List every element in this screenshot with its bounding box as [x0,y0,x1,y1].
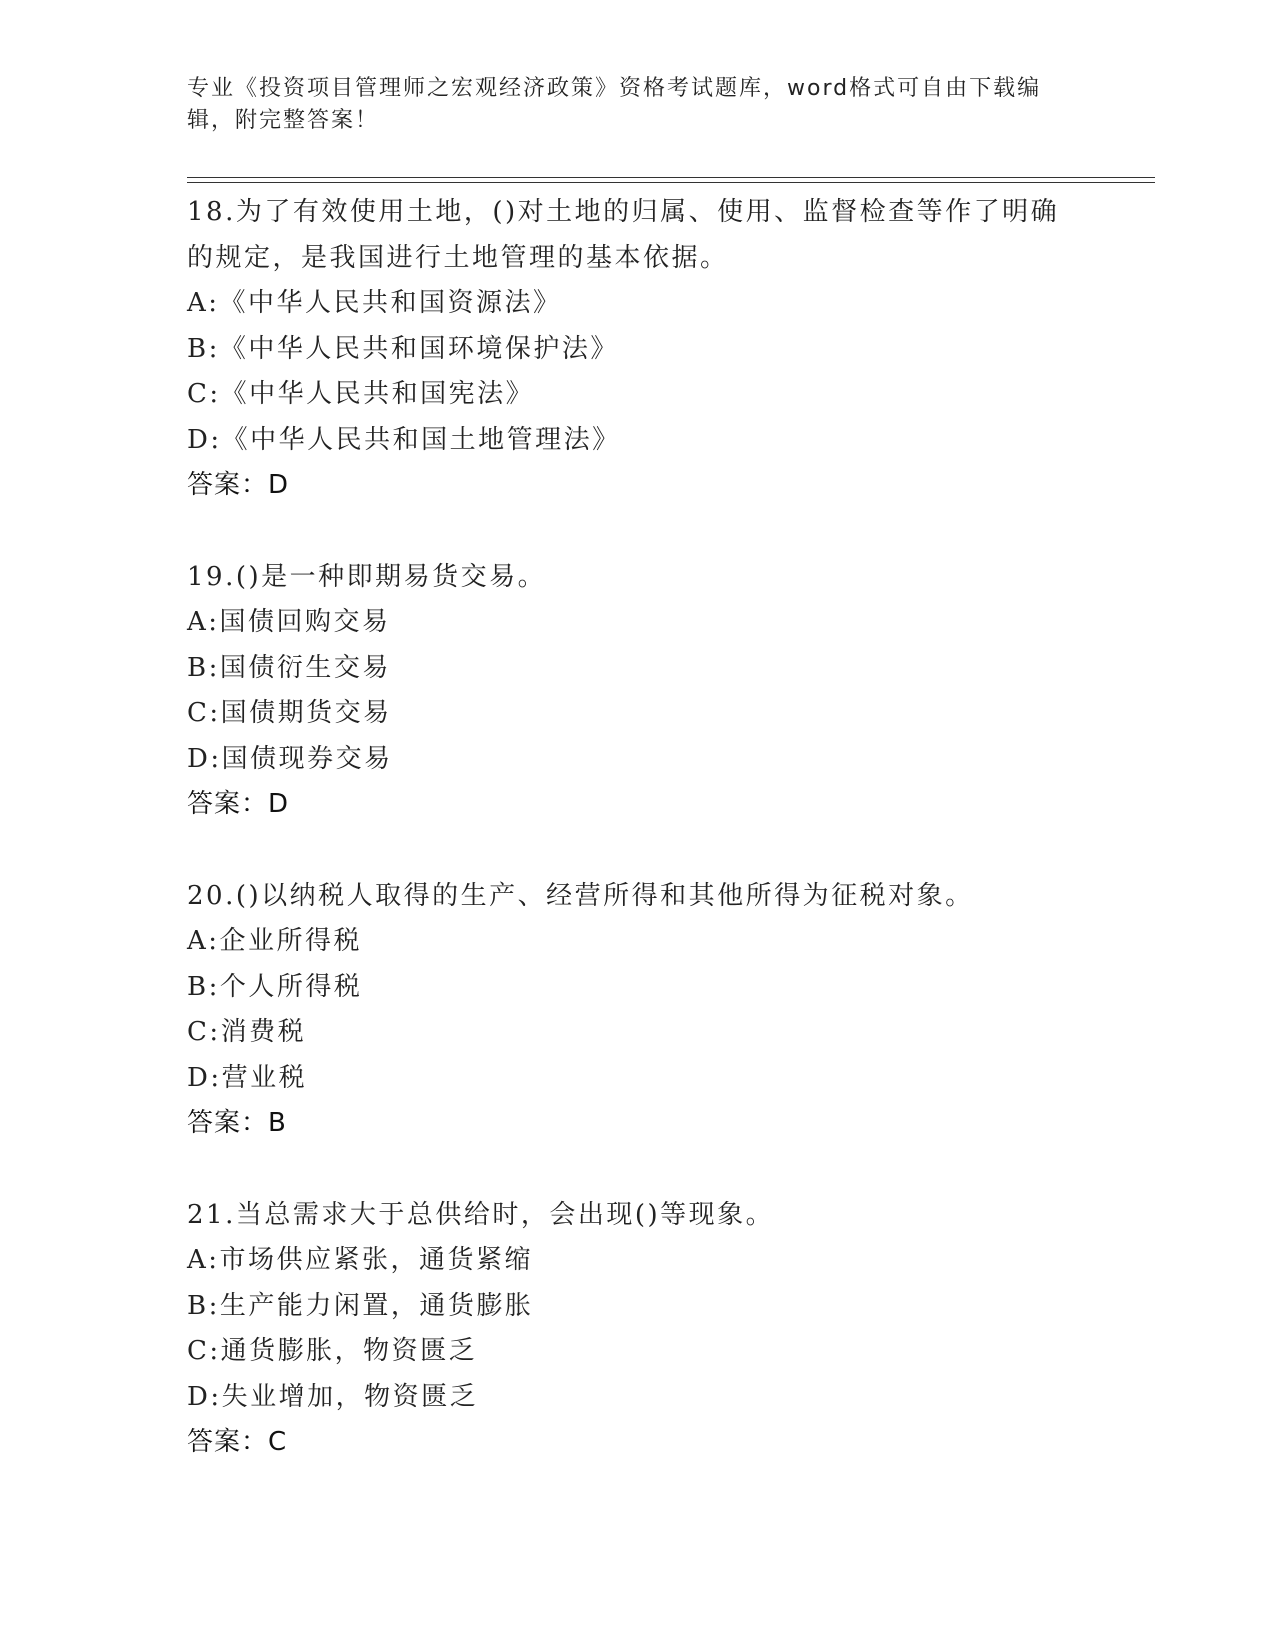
option-b: B:个人所得税 [187,971,363,1002]
option-c: C:通货膨胀，物资匮乏 [187,1336,478,1366]
option-a: A:《中华人民共和国资源法》 [187,288,562,318]
option-a: A:国债回购交易 [187,607,391,637]
answer-line: 答案：D [187,789,290,819]
question-stem: 20.()以纳税人取得的生产、经营所得和其他所得为征税对象。 [187,880,974,911]
question-20 [187,874,1067,1147]
answer-line: 答案：C [187,1427,288,1457]
answer-line: 答案：D [187,470,290,500]
question-stem: 21.当总需求大于总供给时，会出现()等现象。 [187,1199,775,1230]
option-c: C:国债期货交易 [187,698,392,728]
question-list [187,190,1067,1512]
option-c: C:《中华人民共和国宪法》 [187,379,535,409]
option-c: C:消费税 [187,1017,307,1047]
option-b: B:国债衍生交易 [187,652,391,683]
option-a: A:市场供应紧张，通货紧缩 [187,1245,534,1275]
question-18 [187,190,1067,509]
option-d: D:国债现券交易 [187,743,393,774]
option-b: B:生产能力闲置，通货膨胀 [187,1290,534,1321]
header-divider-bottom [187,182,1155,183]
option-b: B:《中华人民共和国环境保护法》 [187,333,619,364]
option-d: D:失业增加，物资匮乏 [187,1381,479,1412]
option-a: A:企业所得税 [187,926,363,956]
header-divider-top [187,177,1155,178]
question-19 [187,555,1067,828]
option-d: D:营业税 [187,1062,308,1093]
page-header: 专业《投资项目管理师之宏观经济政策》资格考试题库，word格式可自由下载编辑，附完整答案！ [187,76,1042,133]
answer-line: 答案：B [187,1108,287,1138]
option-d: D:《中华人民共和国土地管理法》 [187,424,621,455]
question-stem: 18.为了有效使用土地，()对土地的归属、使用、监督检查等作了明确的规定，是我国进行土地管理的基本依据。 [187,197,1060,273]
question-stem: 19.()是一种即期易货交易。 [187,561,547,592]
question-21 [187,1193,1067,1466]
